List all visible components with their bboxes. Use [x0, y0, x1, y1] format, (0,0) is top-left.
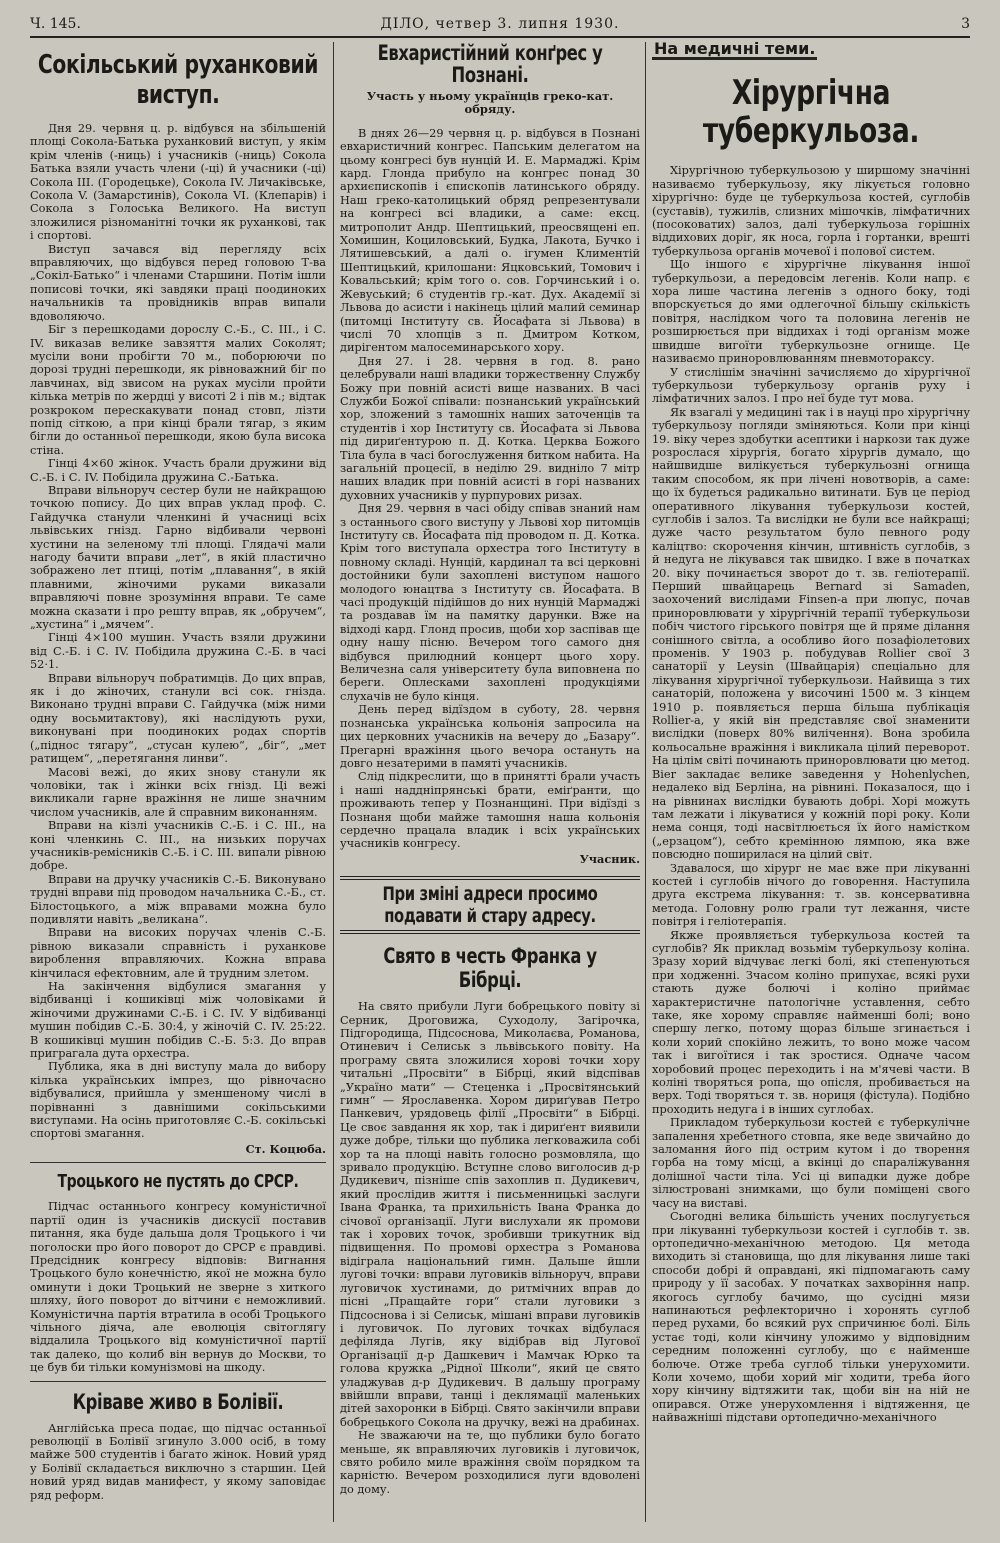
column-3: [652, 42, 970, 1532]
divider: [30, 1381, 326, 1382]
newspaper-title-date: ДІЛО, четвер 3. липня 1930.: [380, 16, 620, 32]
article-title: Свято в честь Франка у Бібрці.: [383, 944, 597, 993]
paragraph: День перед відїздом в суботу, 28. червня познанська українська кольонія запросила на цих церковних учасників на вечеру до „Базару“. Прегарні вражіння цього вечора остануть на довго незатерими в памяті учасників.: [340, 703, 640, 770]
article-signature: Учасник.: [579, 851, 640, 866]
paragraph: У стислішім значінні зачисляємо до хірургічної туберкульози туберкульозу органів руху і лімфатичних залоз. І про неї буде тут мова.: [652, 365, 970, 406]
paragraph: Вправи на дручку учасників С.-Б. Виконувано трудні вправи під проводом начальника С.-Б., ст. Білостоцького, а між вправами можна було подивляти навіть „великана“.: [30, 872, 326, 926]
article-subtitle: Участь у ньому українців греко-кат. обряду.: [366, 89, 614, 117]
paragraph: Англійська преса подає, що підчас останньої революції в Болівії згинуло 3.000 осіб, в тому майже 500 студентів і багато жінок. Новий уряд у Болівії складається виключно з старшин. Цей новий уряд видав манифест, у якому заповідає ряд реформ.: [30, 1421, 326, 1502]
paragraph: Що іншого є хірургічне лікування іншої туберкульози, а передовсім легенів. Коли напр. є хора лише частина легенів з одного боку, тоді впорскується до ями одлегочної більшу скількість повітря, наслідком чого та половина легенів не розширюється при віддихах і тоді організм може швидше вигоїти туберкульозне огнище. Це називаємо приноровлюванням пневмотораксу.: [652, 258, 970, 366]
paragraph: Гінці 4×100 мушин. Участь взяли дружини від С.-Б. і С. IV. Побідила дружина С.-Б. в часі 52·1.: [30, 631, 326, 672]
article-title: Кріваве живо в Болівії.: [72, 1389, 284, 1414]
paragraph: Дня 29. червня в часі обіду співав знаний нам з останнього свого виступу у Львові хор питомців Інституту св. Йосафата під проводом п. Д. Котка. Крім того виступала орхестра того Інституту в повному складі. Нунцій, кардинал та всі церковні достойники були захоплені виступом нашого молодого юнацтва з Інституту св. Йосафата. В часі продукцій підійшов до них нунцій Мармаджі та роздавав їм на памятку дарунки. Вже на відході кард. Глонд просив, щоби хор заспівав ще одну нашу пісню. Вечером того самого дня відбувся прилюдний концерт цього хору. Величезна саля університету була виповнена по береги. Оплесками захоплені продукціями слухачів не було кінця.: [340, 502, 640, 703]
column-rule: [333, 42, 334, 1522]
divider: [30, 1162, 326, 1163]
paragraph: Дня 27. і 28. червня в год. 8. рано целебрували наші владики торжественну Службу Божу при повній асисті вище названих. В часі Служби Божої співали: познанський український хор, зложений з тамошніх наших заточенців та студентів і хор Інституту св. Йосафата зі Львова під дириґентурою п. Д. Котка. Церква Божого Тіла була в часі богослуження битком набита. На загальній процесії, в неділю 29. видніло 7 мітр наших владик при повній асисті в горі названих духовних учасників у пурпурових ризах.: [340, 354, 640, 502]
paragraph: Не зважаючи на те, що публики було богато меньше, як вправляючих луговиків і луговичок, свято робило миле вражіння своїм порядком та карністю. Вечером розходилися луги вдоволені до дому.: [340, 1429, 640, 1496]
article-title: Троцького не пустять до СРСР.: [57, 1171, 299, 1193]
paragraph: Масові вежі, до яких знову станули як чоловіки, так і жінки всіх гнізд. Ці вежі викликали гарне вражіння не лише значним числом учасників, але й справним виконанням.: [30, 765, 326, 819]
paragraph: Здавалося, що хірург не має вже при лікуванні костей і суглобів нічого до говорення. Наступила друга екстрема лікування: т. зв. консервативна метода. Головну ролю грали тут лежання, чисте повітря і геліотерапія.: [652, 861, 970, 929]
article-signature: Ст. Коцюба.: [245, 1141, 326, 1156]
paragraph: На свято прибули Луги бобрецького повіту зі Серник, Дроговижа, Суходолу, Загірочка, Підгородища, Підсоснова, Миколаєва, Романова, Отиневич і Селиськ з львівського повіту. На програму свята зложилися хорові точки хору читальні „Просвіти“ в Бібрці, який відспівав „Україно мати“ — Стеценка і „Просвітянський гимн“ — Ярославенка. Хором дириґував Петро Панкевич, урядовець філії „Просвіти“ в Бібрці. Це своє завдання як хор, так і дириґент виявили дуже добре, тільки що публика легковажила собі хор та на площі навіть голосно розмовляла, що зривало продукцію. Вступне слово виголосив д-р Дудикевич, пізніше спів захоплив п. Дудикевич, який прослідив життя і письменницькі заслуги Івана Франка, та прихильність Івана Франка до січової організації. Луги вислухали як промови так і хорових точок, зробивши трикутник від підвищення. По промові орхестра з Романова відіграла національний гимн. Дальше йшли лугові точки: вправи луговиків вільноруч, вправи луговичок хустинами, до ритмічних вправ до пісні „Пращайте гори“ стали луговики з Підсоснова і зі Селиськ, мішані вправи луговиків і луговичок. По лугових точках відбулася дефіляда Лугів, яку відібрав від Лугової Організації д-р Дашкевич і Мамчак Юрко та голова кружка „Рідної Школи“, який це свято уладжував д-р Дудикевич. В дальшу програму ввійшли вправи, танці і деклямації маленьких дітей захоронки в Бібрці. Свято закінчили вправи бобрецького Сокола на дручку, вежі на драбинах.: [340, 1000, 640, 1429]
article-title: Хірургічна туберкульоза.: [702, 73, 920, 152]
column-1: [30, 42, 326, 1532]
paragraph: Вправи на кізлі учасників С.-Б. і С. III., на коні членкинь С. III., на низьких поручах учасників-ремісників С.-Б. і С. III. випали рівною добре.: [30, 819, 326, 873]
paragraph: Як взагалі у медицині так і в науці про хірургічну туберкульозу погляди зміняються. Коли при кінці 19. віку через здобутки асептики і наркози так дуже розрослася хірургія, богато хірургів думало, що найшвидше вилікується туберкульозні огнища таким способом, як при лічені новотворів, а саме: що їх будеться радикально витинати. Був це період оперативного лікування туберкульози костей, суглобів і залоз. Та вислідки не були все найкращі; дуже часто результатом було певного роду каліцтво: скорочення кінчин, штивність суглобів, з й недуга не лікувався так швидко. І вже в початках 20. віку починається зворот до т. зв. геліотерапії. Перший швайцарець Bernard зі Samaden, заохочений вислідами Finsen-а при люпус, почав приноровлювати у хірургічній терапії туберкульози побіч чистого гірського повітря ще й пряме ділання сонішного світла, а особливо його позафіолетових променів. У 1903 р. побудував Rollier свої 3 санаторії у Leysin (Швайцарія) спеціально для лікування хірургічної туберкульози. Найвища з тих санаторій, положена у височині 1500 м. З кінцем 1910 р. появляється перша більша публікація Rollier-а, у якій він представляє свої знаменити вислідки (поверх 80% вилічення). Вона зробила кольосальне вражіння і викликала цілий переворот. На цілім світі починають приноровлювати цю метод. Bier закладає велике заведення у Hohenlychen, недалеко від Берліна, на рівнині. Показалося, що і на рівнинах вислідки бувають добрі. Хорі можуть там лежати і лікуватися у кожній порі року. Коли нема сонця, тоді насвітлюється їх його намістком („ерзацом“), себто кремінною лямпою, яка вже повсюдно поширилася на цілий світ.: [652, 405, 970, 862]
paragraph: Підчас останнього конгресу комуністичної партії один із учасників дискусії поставив питання, яка буде дальша доля Троцького і чи поголоски про його поворот до СРСР є правдиві. Предсідник конгресу відповів: Вигнання Троцького було конечністю, якої не можна було оминути і доки Троцький не зверне з хиткого шляху, його поворот до вітчини є неможливий. Комуністична партія втратила в особі Троцького чільного діяча, але еволюція світоглягу віддалила Троцького від комуністичної партії так далеко, що колиб він вернув до Москви, то це був би тільки комунізмові на шкоду.: [30, 1200, 326, 1375]
column-2: [340, 42, 640, 1532]
address-change-notice: [340, 876, 640, 934]
paragraph: Біг з перешкодами дорослу С.-Б., С. III., і С. IV. виказав велике завзяття малих Соколят; мусіли вони пробігти 70 м., поборюючи по дорозі трудні перешкоди, як рівноважний біг по лавчинах, від звисом на руках мусіли пройти кілька метрів по жердці у висоті 2 і пів м.; відтак розкроком перескакувати понад стовп, лізти попід сіткою, а при кінці брали тягар, з яким бігли до останньої перешкоди, якою була висока стіна.: [30, 323, 326, 457]
paragraph: Сьогодні велика більшість учених послугується при лікуванні туберкульози костей і суглобів т. зв. ортопедично-механічною методою. Ця метода виходить зі становища, що для лікування лише такі способи добрі й оправдані, які підпомагають саму природу у її засобах. У початках захворіння напр. якогось суглобу бачимо, що сусідні мязи напинаються рефлекторично і хоронять суглоб перед рухами, бо всякий рух спричинює болі. Біль устає тоді, коли кінчину уложимо у відповідним середним положенні суглобу, що є найменше болюче. Отже треба суглоб тільки унерухомити. Коли хочемо, щоби хорий міг ходити, треба його хору кінчину відтяжити так, щоби він на ній не опирався. Отже унерухомлення і відтяження, це найважніші підстави ортопедично-механічного: [652, 1210, 970, 1425]
article-title: Сокільський руханковий виступ.: [37, 50, 319, 110]
paragraph: Слід підкреслити, що в принятті брали участь і наші наддніпрянські брати, еміґранти, що проживають тепер у Познанщині. При відїзді з Познаня щоби майже тамошня наша кольонія сердечно працала владик і всіх українських учасників конгресу.: [340, 770, 640, 851]
section-tag: На медичні теми.: [652, 42, 817, 60]
article-title: Евхаристійний конґрес у Познані.: [377, 42, 603, 87]
paragraph: Гінці 4×60 жінок. Участь брали дружини від С.-Б. і С. IV. Побідила дружина С.-Батька.: [30, 457, 326, 484]
article-sokil-body: [30, 122, 326, 1156]
masthead: [30, 14, 970, 38]
paragraph: В днях 26—29 червня ц. р. відбувся в Познані евхаристичний конгрес. Папським делегатом на цьому конгресі був нунцій И. Е. Мармаджі. Крім кард. Глонда прибуло на конгрес понад 30 архиєпископів і єпископів латинського обряду. Наш греко-католицький обряд репрезентували на конгресі всі владики, а саме: ексц. митрополит Андр. Шептицький, преосвящені еп. Хомишин, Коциловський, Будка, Лакота, Бучко і Лятишевський, а далі о. ігумен Климентій Шептицький, крилошани: Яцковський, Томович і Ковальський; крім того о. сов. Горчинський і о. Жевуський; 6 студентів гр.-кат. Дух. Академії зі Львова до асисти і накінець цілий малий семинар (питомці Інституту св. Йосафата зі Львова) в числі 70 хлопців з п. Дмитром Котком, дирігентом малосеминарського хору.: [340, 126, 640, 355]
paragraph: Хірургічною туберкульозою у ширшому значінні називаємо туберкульозу, яку лікується головно хірургічно: буде це туберкульоза костей, суглобів (суставів), тужилів, слизних мішочків, лімфатичних (посоковатих) залоз, далі туберкульоза горішніх віддихових доріг, як носа, горла і гортанки, врешті туберкульоза органів мочевої і полової систем.: [652, 164, 970, 258]
notice-text: При зміні адреси просимо подавати й стару адресу.: [382, 883, 598, 928]
paragraph: Виступ зачався від перегляду всіх вправляючих, що відбувся перед головою Т-ва „Сокіл-Батько“ і членами Старшини. Потім ішли пописові точки, які завдяки праці поодиноких начальників та провідників вправ випали вдоволяючо.: [30, 242, 326, 323]
paragraph: На закінчення відбулися змагання у відбиванці і кошиківці між чоловіками й жіночими дружинами С.-Б. і С. IV. У відбиванці мушин побідив С.-Б. 30:4, у жіночій С. IV. 25:22. В кошиківці мушин побідив С.-Б. 5:3. До вправ приграгала дута орхестра.: [30, 980, 326, 1061]
paragraph: Вправи вільноруч побратимців. До цих вправ, як і до жіночих, станули всі сок. гнізда. Виконано трудні вправи С. Гайдучка (між ними одну восьмитактову), які наслідують рухи, виконувані при поодиноких родах спортів („піднос тягару“, „стусан кулею“, „біг“, „мет ратищем“, „перетягання линви“.: [30, 671, 326, 766]
paragraph: Якже проявляється туберкульоза костей та суглобів? Як приклад возьмім туберкульозу коліна. Зразу хорий відчуває легкі болі, які степенуються при ходженні. Зчасом коліно припухає, всякі рухи стають дуже болючі і коліно приймає характеристичне патологічне уставлення, себто таке, яке хорому справляє найменші болі; воно спершу легко, потому щораз більше згинається і коли хорий спокійно лежить, то воно може часом так і вигоїтися і так зростися. Одначе часом хоробовий процес переходить і на м'ячеві части. В коліні творяться ропа, що опісля, пробивається на верх. Тоді творяться т. зв. нориця (фістула). Подібно проходить недуга і в інших суглобах.: [652, 928, 970, 1116]
column-rule: [645, 42, 646, 1522]
paragraph: Прикладом туберкульози костей є туберкулічне запалення хребетного стовпа, яке веде звичайно до заломання його під острим кутом і до творення горба на тому місці, а вкінці до спараліжування долішної части тіла. Усі ці випадки дуже добре зілюстровані знимками, що були поміщені свого часу на виставі.: [652, 1116, 970, 1210]
page-number: 3: [961, 16, 970, 32]
paragraph: Вправи на високих поручах членів С.-Б. рівною виказали справність і руханкове вироблення вправляючих. Кожна вправа кінчилася ефектовним, але й трудним злетом.: [30, 926, 326, 980]
paragraph: Дня 29. червня ц. р. відбувся на збільшеній площі Сокола-Батька руханковий виступ, у якім крім членів (-ниць) і учасників (-ниць) Сокола Батька взяли участь члени (-ці) й учасники (-ці) Сокола III. (Городецьке), Сокола IV. Личаківське, Сокола V. (Замарстинів), Сокола VI. (Клепарів) і Сокола з Голоська Великого. На виступ зложилися різноманітні точки як руханкові, так і спортові.: [30, 122, 326, 243]
paragraph: Вправи вільноруч сестер були не найкращою точкою попису. До цих вправ уклад проф. С. Гайдучка станули членкині й учасниці всіх львівських гнізд. Гарно відбивали червоні хустини на зеленому тлі площі. Глядачі мали нагоду бачити вправи „лет“, в якій пластично зображено лет птиці, потім „плавання“, в якій плавними, жіночими руками виказали вправляючі повне зрозуміння вправи. Те саме можна сказати і про решту вправ, як „обручем“, „хустина“ і „мячем“.: [30, 483, 326, 632]
page-issue-number: Ч. 145.: [30, 16, 81, 32]
paragraph: Публика, яка в дні виступу мала до вибору кілька українських імпрез, що рівночасно відбувалися, прийшла у зменшеному числі в порівнанні з давнішими сокільськими виступами. На осінь приготовляє С.-Б. сокільські спортові змагання.: [30, 1060, 326, 1141]
